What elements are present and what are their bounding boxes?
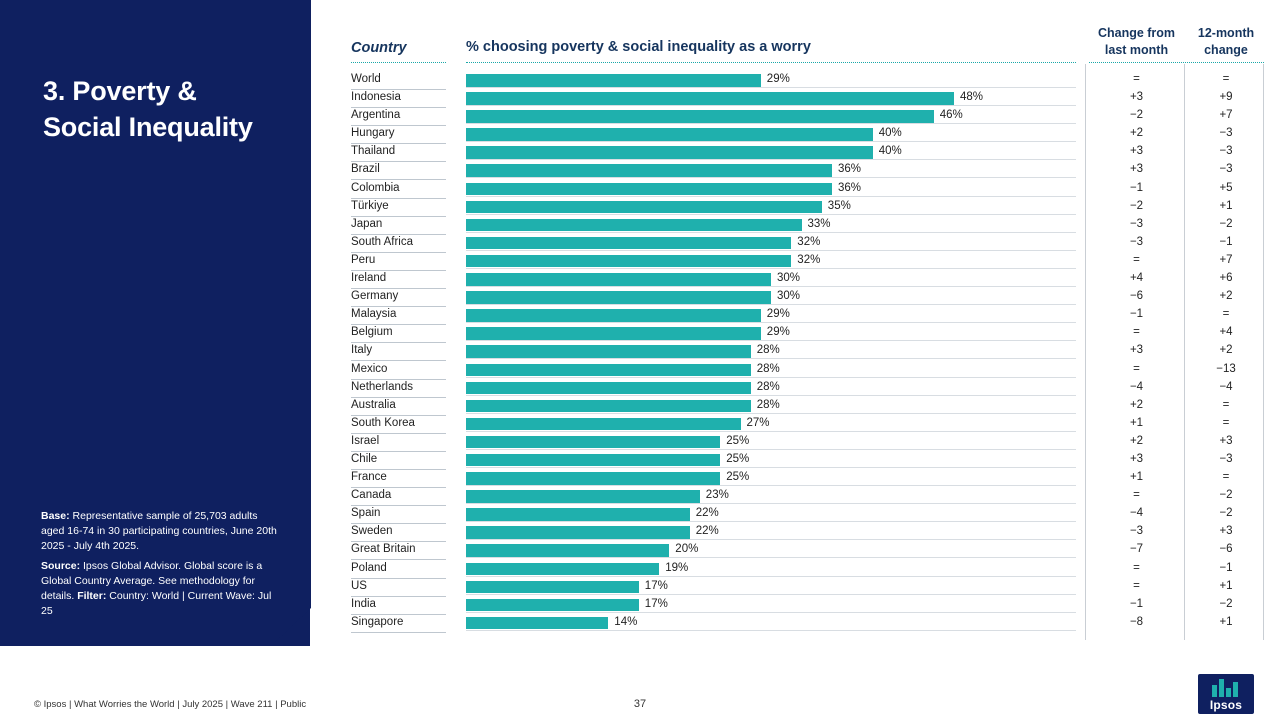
table-row [0, 162, 1280, 180]
bar-value-label: 30% [777, 272, 801, 285]
change-last-month-value: −7 [1129, 543, 1144, 556]
bar-track [466, 417, 1076, 432]
row-label-country: Netherlands [351, 380, 414, 393]
change-12-month-value: = [1222, 471, 1230, 484]
table-row [0, 325, 1280, 343]
bar [466, 237, 791, 250]
table-row [0, 307, 1280, 325]
bar-track [466, 598, 1076, 613]
bar [466, 364, 751, 377]
table-row [0, 289, 1280, 307]
ipsos-logo [1198, 674, 1254, 714]
change-last-month-value: +3 [1129, 452, 1144, 465]
bar-value-label: 40% [878, 127, 902, 140]
bar-value-label: 40% [878, 145, 902, 158]
bar-track [466, 489, 1076, 504]
row-label-country: Chile [351, 452, 378, 465]
change-last-month-value: +4 [1129, 272, 1144, 285]
table-row [0, 108, 1280, 126]
change-12-month-value: = [1222, 416, 1230, 429]
change-12-month-value: +7 [1219, 109, 1233, 122]
bar-value-label: 17% [644, 597, 668, 610]
bar [466, 255, 791, 268]
change-12-month-value: = [1222, 398, 1230, 411]
change-12-month-value: −3 [1219, 452, 1233, 465]
bar-track [466, 580, 1076, 595]
change-last-month-value: −1 [1129, 181, 1144, 194]
row-label-country: France [351, 471, 387, 484]
row-label-country: US [351, 579, 367, 592]
row-label-country: Thailand [351, 145, 396, 158]
bar-value-label: 20% [675, 543, 699, 556]
change-last-month-value: = [1133, 489, 1140, 502]
bar-value-label: 48% [960, 91, 984, 104]
change-last-month-value: −3 [1129, 235, 1144, 248]
bar-track [466, 254, 1076, 269]
bar-track [466, 236, 1076, 251]
change-last-month-value: +2 [1129, 398, 1144, 411]
bar-track [466, 127, 1076, 142]
bar-track [466, 290, 1076, 305]
bar-track [466, 525, 1076, 540]
bar-track [466, 272, 1076, 287]
bar [466, 581, 639, 594]
table-row [0, 271, 1280, 289]
bar-value-label: 36% [838, 181, 862, 194]
bar-track [466, 399, 1076, 414]
table-row [0, 597, 1280, 615]
bar [466, 219, 802, 232]
change-last-month-value: = [1133, 73, 1140, 85]
change-last-month-value: −8 [1129, 615, 1144, 628]
logo-bars-icon [1212, 679, 1240, 697]
bar-value-label: 36% [838, 163, 862, 176]
table-row [0, 144, 1280, 162]
table-row [0, 235, 1280, 253]
chart-rows [0, 72, 1280, 633]
bar-track [466, 471, 1076, 486]
table-row [0, 524, 1280, 542]
bar-track [466, 381, 1076, 396]
change-last-month-value: −2 [1129, 199, 1144, 212]
bar-track [466, 363, 1076, 378]
change-12-month-value: −1 [1219, 561, 1233, 574]
change-last-month-value: +1 [1129, 416, 1144, 429]
change-12-month-value: +3 [1219, 525, 1233, 538]
table-row [0, 126, 1280, 144]
row-label-country: Poland [351, 561, 387, 574]
change-last-month-value: +3 [1129, 344, 1144, 357]
row-label-country: Japan [351, 217, 383, 230]
table-row [0, 181, 1280, 199]
row-label-country: Ireland [351, 272, 387, 285]
row-label-country: Spain [351, 507, 381, 520]
table-row [0, 488, 1280, 506]
bar-track [466, 344, 1076, 359]
table-row [0, 561, 1280, 579]
bar-value-label: 28% [756, 344, 780, 357]
change-12-month-value: +9 [1219, 91, 1233, 104]
bar-track [466, 562, 1076, 577]
bar-value-label: 25% [726, 452, 750, 465]
change-last-month-value: +1 [1129, 471, 1144, 484]
change-last-month-value: +3 [1129, 91, 1144, 104]
bar [466, 382, 751, 395]
change-12-month-value: +7 [1219, 253, 1233, 266]
change-last-month-value: −3 [1129, 217, 1144, 230]
bar-track [466, 308, 1076, 323]
table-row [0, 343, 1280, 361]
bar [466, 291, 771, 304]
bar-value-label: 28% [756, 380, 780, 393]
change-last-month-value: −1 [1129, 597, 1144, 610]
bar [466, 599, 639, 612]
bar [466, 128, 873, 141]
row-label-country: Australia [351, 398, 396, 411]
row-label-country: Canada [351, 489, 392, 502]
bar-value-label: 17% [644, 579, 668, 592]
base-note-text: Representative sample of 25,703 adults aged 16-74 in 30 participating countries, June 20th 2025 - July 4th 2025. [41, 510, 277, 552]
table-row [0, 416, 1280, 434]
change-12-month-value: −2 [1219, 489, 1233, 502]
table-row [0, 579, 1280, 597]
bar [466, 92, 954, 105]
row-label-country: South Korea [351, 416, 415, 429]
bar [466, 273, 771, 286]
table-row [0, 253, 1280, 271]
change-12-month-value: −3 [1219, 127, 1233, 140]
row-label-country: Indonesia [351, 91, 401, 104]
table-row [0, 362, 1280, 380]
bar-track [466, 435, 1076, 450]
bar [466, 110, 934, 123]
bar-track [466, 182, 1076, 197]
table-row [0, 506, 1280, 524]
bar [466, 400, 751, 413]
country-header-divider [351, 62, 446, 63]
row-label-country: Argentina [351, 109, 401, 122]
change-12-month-value: −2 [1219, 217, 1233, 230]
row-label-country: Hungary [351, 127, 395, 140]
row-label-country: Brazil [351, 163, 380, 176]
bar-value-label: 14% [614, 615, 638, 628]
column-header-country: Country [351, 40, 407, 56]
bar-value-label: 23% [705, 489, 729, 502]
row-label-country: Germany [351, 290, 399, 303]
change-12-month-value: +6 [1219, 272, 1233, 285]
bar-track [466, 109, 1076, 124]
change-12-month-value: = [1222, 73, 1230, 85]
bar-track [466, 616, 1076, 631]
bar [466, 201, 822, 214]
bar-value-label: 29% [766, 73, 790, 85]
change-last-month-value: −2 [1129, 109, 1144, 122]
bar-value-label: 32% [797, 235, 821, 248]
row-label-country: Peru [351, 253, 376, 266]
filter-text: Country: World | Current Wave: Jul 25 [41, 589, 272, 617]
bar [466, 327, 761, 340]
change-12-month-value: +5 [1219, 181, 1233, 194]
change-12-month-value: +1 [1219, 615, 1233, 628]
change-header-line2: last month [1104, 42, 1169, 57]
bar-value-label: 46% [939, 109, 963, 122]
change-12-month-value: −3 [1219, 145, 1233, 158]
change-last-month-value: +2 [1129, 127, 1144, 140]
change-12-month-value: = [1222, 308, 1230, 321]
row-label-country: Colombia [351, 181, 400, 194]
bar [466, 183, 832, 196]
twelve-header-line2: change [1204, 42, 1248, 57]
table-row [0, 199, 1280, 217]
change-last-month-value: +3 [1129, 145, 1144, 158]
change-last-month-value: −3 [1129, 525, 1144, 538]
page-number: 37 [633, 698, 647, 710]
change-last-month-value: −1 [1129, 308, 1144, 321]
change-12-month-value: +2 [1219, 290, 1233, 303]
table-row [0, 470, 1280, 488]
row-label-country: South Africa [351, 235, 414, 248]
bar-value-label: 29% [766, 308, 790, 321]
table-row [0, 452, 1280, 470]
bar-track [466, 507, 1076, 522]
bar [466, 508, 690, 521]
logo-text: Ipsos [1209, 698, 1243, 712]
row-label-country: World [351, 73, 381, 85]
bar-value-label: 28% [756, 398, 780, 411]
row-label-country: Malaysia [351, 308, 397, 321]
bar-track [466, 543, 1076, 558]
bar-value-label: 33% [807, 217, 831, 230]
change-header-divider [1089, 62, 1264, 63]
change-12-month-value: −2 [1219, 597, 1233, 610]
column-header-12-month-change [1188, 25, 1264, 59]
filter-label: Filter: [77, 589, 107, 602]
bar-track [466, 163, 1076, 178]
table-row [0, 90, 1280, 108]
bar-value-label: 19% [665, 561, 689, 574]
source-note-label: Source: [41, 560, 81, 572]
change-last-month-value: = [1133, 326, 1140, 339]
change-12-month-value: −1 [1219, 235, 1233, 248]
bar-track [466, 453, 1076, 468]
bar [466, 164, 832, 177]
bar-track [466, 218, 1076, 233]
change-12-month-value: +2 [1219, 344, 1233, 357]
change-12-month-value: −6 [1219, 543, 1233, 556]
bar [466, 472, 720, 485]
bar-value-label: 22% [695, 525, 719, 538]
bar-value-label: 29% [766, 326, 790, 339]
bar-track [466, 326, 1076, 341]
column-header-chart: % choosing poverty & social inequality as a worry [466, 39, 811, 55]
bar-track [466, 91, 1076, 106]
bar [466, 146, 873, 159]
change-12-month-value: +1 [1219, 579, 1233, 592]
bar [466, 309, 761, 322]
bar-value-label: 25% [726, 471, 750, 484]
footer-copyright: © Ipsos | What Worries the World | July 2025 | Wave 211 | Public [34, 699, 307, 710]
bar-value-label: 32% [797, 253, 821, 266]
bar-value-label: 25% [726, 434, 750, 447]
bar [466, 454, 720, 467]
column-header-change-last-month [1089, 25, 1184, 59]
table-row [0, 398, 1280, 416]
bar-value-label: 30% [777, 290, 801, 303]
row-label-country: Belgium [351, 326, 393, 339]
source-note-text: Ipsos Global Advisor. Global score is a Global Country Average. See methodology for details. [41, 560, 263, 602]
change-last-month-value: = [1133, 579, 1140, 592]
row-label-country: Singapore [351, 615, 404, 628]
change-last-month-value: = [1133, 253, 1140, 266]
twelve-header-line1: 12-month [1197, 26, 1255, 40]
change-12-month-value: −3 [1219, 163, 1233, 176]
change-12-month-value: +3 [1219, 434, 1233, 447]
page-title-line2: Social Inequality [43, 111, 253, 142]
bar [466, 418, 741, 431]
change-header-line1: Change from [1097, 26, 1176, 40]
bar-track [466, 200, 1076, 215]
row-label-country: Sweden [351, 525, 393, 538]
change-last-month-value: +2 [1129, 434, 1144, 447]
bar-value-label: 35% [827, 199, 851, 212]
base-note-label: Base: [41, 510, 70, 522]
bar-value-label: 22% [695, 507, 719, 520]
row-label-country: Italy [351, 344, 373, 357]
bar [466, 74, 761, 87]
row-label-country: Mexico [351, 362, 388, 375]
change-last-month-value: −6 [1129, 290, 1144, 303]
bar [466, 544, 669, 557]
change-last-month-value: = [1133, 362, 1140, 375]
bar [466, 490, 700, 503]
table-row [0, 615, 1280, 633]
bar [466, 526, 690, 539]
table-row [0, 217, 1280, 235]
change-12-month-value: −4 [1219, 380, 1233, 393]
change-last-month-value: = [1133, 561, 1140, 574]
change-last-month-value: −4 [1129, 380, 1144, 393]
change-12-month-value: −2 [1219, 507, 1233, 520]
bar [466, 563, 659, 576]
bar-value-label: 27% [746, 416, 770, 429]
change-last-month-value: +3 [1129, 163, 1144, 176]
bar-track [466, 145, 1076, 160]
row-label-underline [351, 632, 446, 633]
change-12-month-value: −13 [1216, 362, 1236, 375]
row-label-country: Great Britain [351, 543, 416, 556]
table-row [0, 380, 1280, 398]
table-row [0, 542, 1280, 560]
table-row [0, 72, 1280, 90]
chart-header-divider [466, 62, 1076, 63]
row-label-country: India [351, 597, 376, 610]
row-label-country: Türkiye [351, 199, 389, 212]
change-12-month-value: +1 [1219, 199, 1233, 212]
page-title-line1: 3. Poverty & [43, 76, 197, 106]
bar-track [466, 73, 1076, 88]
bar [466, 436, 720, 449]
bar [466, 345, 751, 358]
change-last-month-value: −4 [1129, 507, 1144, 520]
bar [466, 617, 608, 630]
bar-value-label: 28% [756, 362, 780, 375]
row-label-country: Israel [351, 434, 380, 447]
change-12-month-value: +4 [1219, 326, 1233, 339]
table-row [0, 434, 1280, 452]
